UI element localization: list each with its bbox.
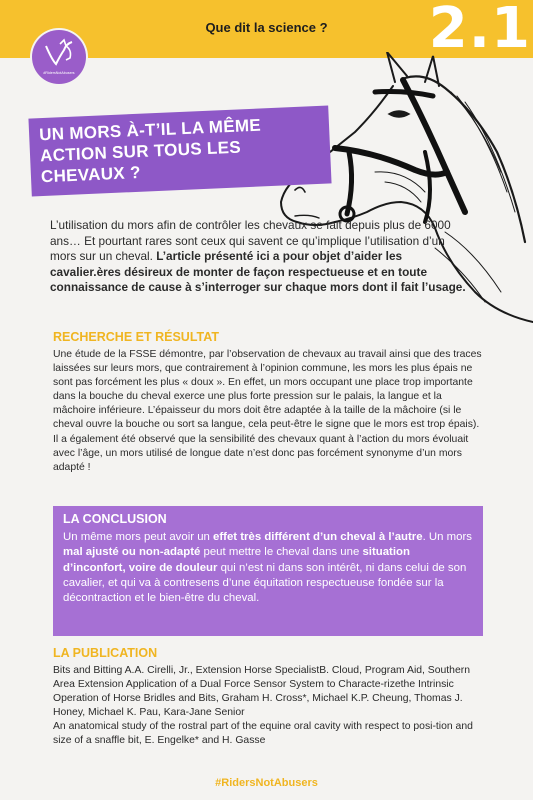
conclusion-span: qui n’est ni dans son intérêt, ni dans celui de son cavalier, et qui va à contresens d’une équitation respectueuse fondée sur la décontraction et le bien-être du cheval.	[63, 561, 467, 605]
headline-line: UN MORS À-T’IL LA MÊME	[38, 115, 262, 145]
headline	[39, 112, 331, 188]
headline-line: CHEVAUX ?	[40, 162, 142, 187]
conclusion-span: Un même mors peut avoir un	[63, 531, 214, 543]
headline-line: ACTION SUR TOUS LES	[39, 137, 242, 166]
footer-hashtag[interactable]: #RidersNotAbusers	[215, 777, 318, 789]
intro-paragraph	[50, 218, 470, 296]
page-category-title: Que dit la science ?	[205, 20, 328, 35]
horse-logo-icon	[42, 36, 76, 70]
publication-title: LA PUBLICATION	[53, 646, 158, 660]
conclusion-title: LA CONCLUSION	[63, 512, 167, 526]
conclusion-bold: situation d’inconfort, voire de douleur	[63, 546, 410, 574]
riders-not-abusers-logo[interactable]	[32, 30, 86, 84]
conclusion-span: . Un mors	[422, 531, 472, 543]
conclusion-span: peut mettre le cheval dans une	[200, 546, 363, 559]
section-number: 2.1	[428, 0, 531, 61]
logo-caption: #RidersNotAbusers	[43, 71, 75, 75]
publication-reference: An anatomical study of the rostral part of the equine oral cavity with respect to posi-tion and size of a snaffle bit, E. Engelke* and H. Gasse	[53, 721, 473, 747]
research-title: RECHERCHE ET RÉSULTAT	[53, 330, 219, 344]
conclusion-bold: mal ajusté ou non-adapté	[63, 546, 201, 559]
publication-text	[53, 664, 483, 749]
conclusion-bold: effet très différent d’un cheval à l’autre	[213, 531, 423, 543]
research-text: Une étude de la FSSE démontre, par l’observation de chevaux au travail ainsi que des traces laissées sur leurs mors, que contrairement à l’opinion commune, les mors les plus épais ne sont pas forcément les plus « doux ». En effet, un mors occupant une place trop importante dans la bouche du cheval exerce une plus forte pression sur le palais, la langue et la mâchoire inférieure. L’épaisseur du mors doit être adaptée à la taille de la mâchoire (si le cheval ouvre la bouche ou sort sa langue, cela peut-être le signe que le mors est trop épais). Il a également été observé que la sensibilité des chevaux quant à l’action du mors évoluait avec l’âge, un mors utilisé de longue date n’est donc pas forcément synonyme d’un mors adapté !	[53, 349, 482, 473]
intro-text: L’utilisation du mors afin de contrôler les chevaux se fait depuis plus de 6000 ans… Et pourtant rares sont ceux qui savent ce qu’implique l’utilisation d’un mors sur un cheval.	[50, 218, 451, 263]
intro-bold-text: L’article présenté ici a pour objet d’aider les cavalier.ères désireux de monter de façon respectueuse et en toute connaissance de cause à s’interroger sur chaque mors dont il fait l’usage.	[50, 249, 466, 294]
publication-reference: Bits and Bitting A.A. Cirelli, Jr., Extension Horse SpecialistB. Cloud, Program Aid, Southern Area Extension Application of a Dual Force Sensor System to Characte-rizethe Intrinsic Operation of Horse Bridles and Bits, Graham H. Cross*, Michael K.P. Cheung, Thomas J. Honey, Michael K. Pau, Kara-Jane Senior	[53, 665, 470, 719]
conclusion-text	[63, 530, 475, 606]
